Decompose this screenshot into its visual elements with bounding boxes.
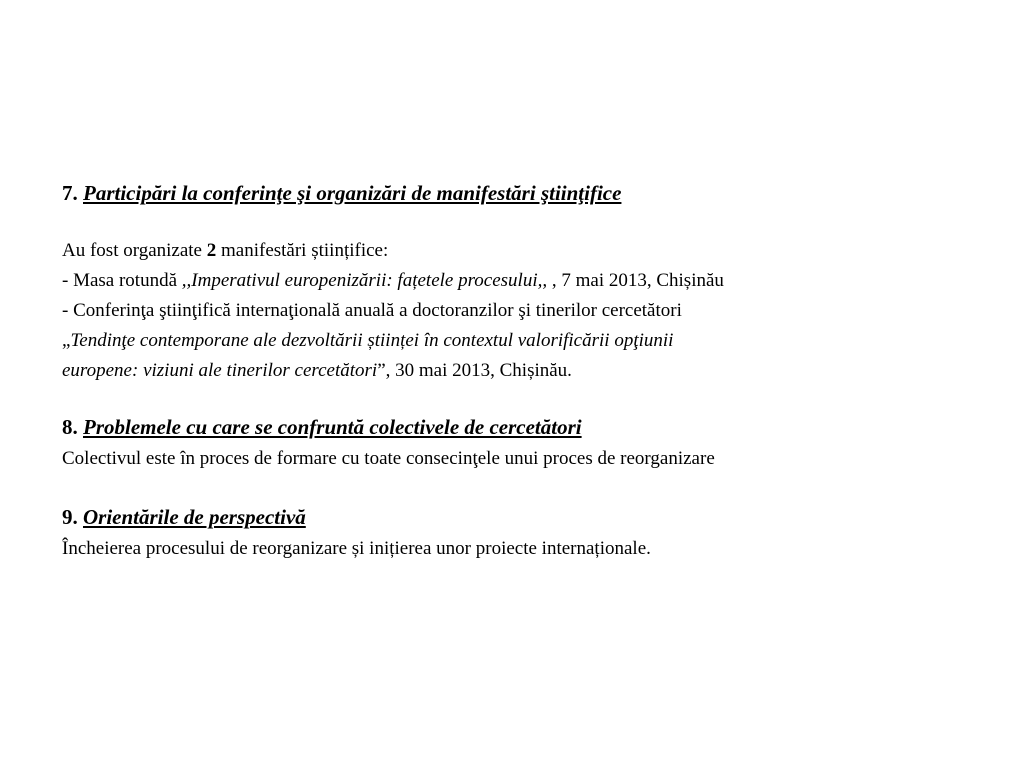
section-7-item-1 — [62, 266, 982, 296]
item-1-prefix: - Masa rotundă — [62, 270, 182, 291]
intro-count: 2 — [206, 240, 217, 261]
section-7-item-2-line-1: - Conferinţa ştiinţifică internaţională anuală a doctoranzilor şi tinerilor cercetători — [62, 300, 682, 321]
section-7-heading — [62, 176, 982, 210]
item-2-title-line-2: europene: viziuni ale tinerilor cercetători — [62, 360, 378, 381]
section-7-number: 7. — [62, 181, 83, 205]
spacer — [62, 210, 982, 236]
section-7-item-2-line-3 — [62, 356, 982, 386]
section-8-body: Colectivul este în proces de formare cu toate consecinţele unui proces de reorganizare — [62, 448, 715, 469]
spacer — [62, 474, 982, 500]
section-9-heading — [62, 500, 982, 534]
section-7-intro — [62, 236, 982, 266]
intro-prefix: Au fost organizate — [62, 240, 207, 261]
section-8-number: 8. — [62, 415, 83, 439]
section-9-title: Orientările de perspectivă — [83, 505, 306, 529]
intro-suffix: manifestări științifice: — [216, 240, 389, 261]
section-7-item-2-line-2 — [62, 326, 982, 356]
item-2-suffix: ”, 30 mai 2013, Chișinău. — [377, 360, 572, 381]
item-1-suffix: , 7 mai 2013, Chișinău — [547, 270, 724, 291]
item-2-open-quote: „ — [62, 330, 71, 351]
section-9-body: Încheierea procesului de reorganizare și inițierea unor proiecte internaționale. — [62, 538, 651, 559]
item-2-title-line-1: Tendinţe contemporane ale dezvoltării științei în contextul valorificării opţiunii — [70, 330, 674, 351]
section-7-title: Participări la conferinţe şi organizări de manifestări ştiinţifice — [83, 181, 622, 205]
section-8-heading — [62, 410, 982, 444]
item-1-title: ,,Imperativul europenizării: fațetele procesului,, — [181, 270, 548, 291]
section-9-number: 9. — [62, 505, 83, 529]
section-8-title: Problemele cu care se confruntă colectivele de cercetători — [83, 415, 582, 439]
slide-content — [62, 176, 982, 564]
spacer — [62, 386, 982, 410]
